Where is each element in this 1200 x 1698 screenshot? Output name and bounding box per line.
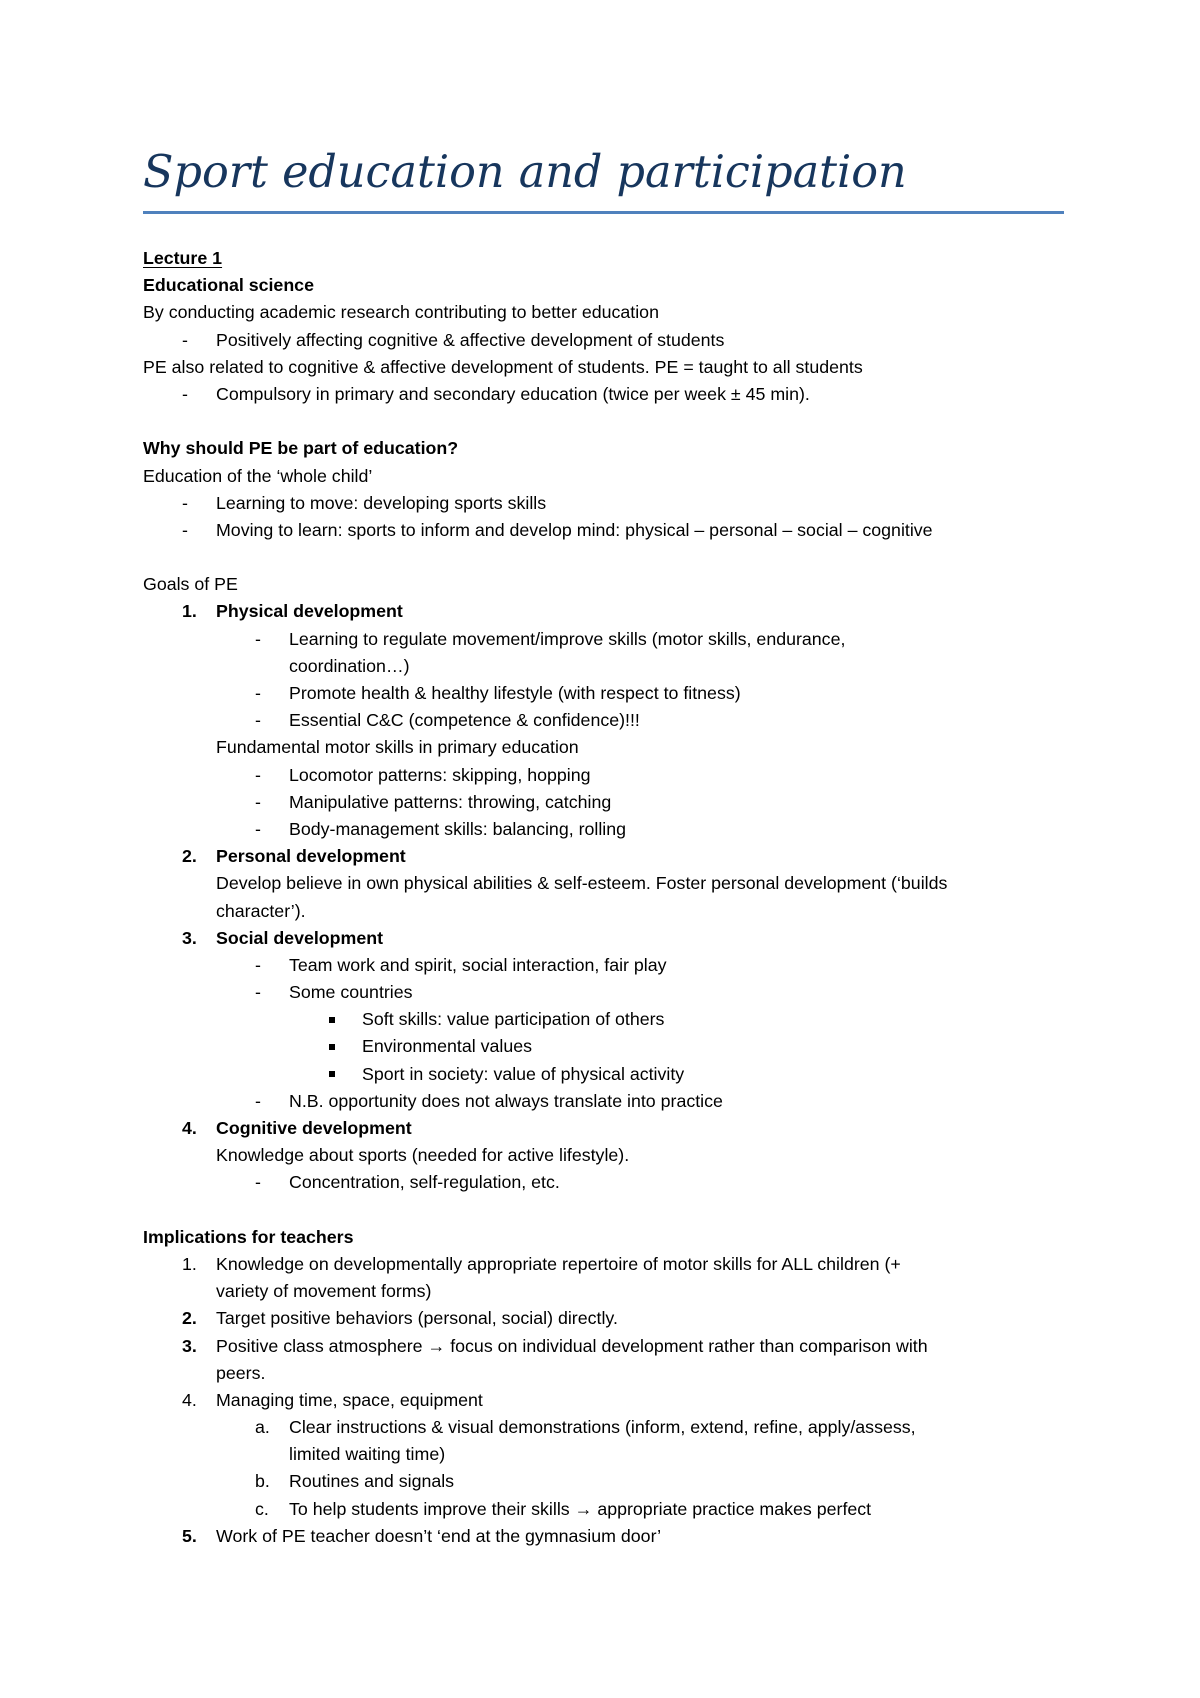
dash-marker: - <box>255 818 261 839</box>
text-line <box>0 272 1200 299</box>
line-text: Some countries <box>289 982 413 1003</box>
text-line <box>0 1441 1200 1468</box>
line-text: Essential C&C (competence & confidence)!!! <box>289 710 640 731</box>
text-line <box>0 898 1200 925</box>
square-bullet-item <box>0 1061 1200 1088</box>
line-text: Sport in society: value of physical activity <box>362 1063 685 1084</box>
text-line <box>0 463 1200 490</box>
blank-line <box>0 544 1200 571</box>
line-text: Work of PE teacher doesn’t ‘end at the gymnasium door’ <box>216 1525 662 1546</box>
line-text: N.B. opportunity does not always translate into practice <box>289 1090 723 1111</box>
line-text: limited waiting time) <box>289 1444 446 1465</box>
line-text: Develop believe in own physical abilities & self-esteem. Foster personal development (‘builds <box>216 873 948 894</box>
line-text: Positive class atmosphere → focus on individual development rather than comparison with <box>216 1335 928 1356</box>
dash-marker: - <box>255 791 261 812</box>
text-line <box>0 571 1200 598</box>
line-text: By conducting academic research contributing to better education <box>143 302 659 323</box>
document-body <box>0 245 1200 1550</box>
line-text: Learning to move: developing sports skills <box>216 492 547 513</box>
dash-marker: - <box>182 519 188 540</box>
line-text: Clear instructions & visual demonstrations (inform, extend, refine, apply/assess, <box>289 1417 916 1438</box>
line-text: Social development <box>216 927 383 948</box>
list-number: 5. <box>182 1525 197 1546</box>
list-number: 2. <box>182 1308 197 1329</box>
numbered-item <box>0 1468 1200 1495</box>
numbered-item <box>0 1333 1200 1360</box>
dash-marker: - <box>255 764 261 785</box>
line-text: Compulsory in primary and secondary education (twice per week ± 45 min). <box>216 383 810 404</box>
blank-line <box>0 408 1200 435</box>
dash-marker: - <box>255 683 261 703</box>
line-text: Positively affecting cognitive & affective development of students <box>216 329 725 350</box>
numbered-item <box>0 1414 1200 1441</box>
text-line <box>0 1224 1200 1251</box>
numbered-item <box>0 1251 1200 1278</box>
square-bullet-item <box>0 1033 1200 1060</box>
text-line <box>0 354 1200 381</box>
line-text: Managing time, space, equipment <box>216 1389 483 1410</box>
list-number: 2. <box>182 846 197 867</box>
line-text: Moving to learn: sports to inform and develop mind: physical – personal – social – cognitive <box>216 519 933 540</box>
dash-marker: - <box>182 492 188 513</box>
dash-marker: - <box>255 1090 261 1111</box>
line-text: peers. <box>216 1362 266 1383</box>
list-number: 3. <box>182 1335 197 1356</box>
line-text: Cognitive development <box>216 1118 412 1138</box>
list-number: 1. <box>182 601 197 622</box>
line-text: Fundamental motor skills in primary education <box>216 737 579 758</box>
text-line <box>0 245 1200 272</box>
dash-marker: - <box>255 628 261 649</box>
line-text: Educational science <box>143 275 314 296</box>
bullet-item <box>0 517 1200 544</box>
numbered-item <box>0 1523 1200 1550</box>
bullet-item <box>0 952 1200 979</box>
line-text: Knowledge on developmentally appropriate repertoire of motor skills for ALL children (+ <box>216 1253 901 1274</box>
line-text: Knowledge about sports (needed for active lifestyle). <box>216 1145 630 1166</box>
square-bullet-icon <box>329 1061 335 1088</box>
numbered-item <box>0 598 1200 625</box>
line-text: Body-management skills: balancing, rolling <box>289 818 627 839</box>
text-line <box>0 653 1200 680</box>
dash-marker: - <box>255 710 261 731</box>
line-text: PE also related to cognitive & affective development of students. PE = taught to all students <box>143 356 863 377</box>
line-text: Soft skills: value participation of others <box>362 1009 665 1030</box>
text-line <box>0 734 1200 761</box>
dash-marker: - <box>255 954 261 975</box>
text-line <box>0 1142 1200 1169</box>
line-text: Environmental values <box>362 1036 532 1057</box>
line-text: Locomotor patterns: skipping, hopping <box>289 764 591 785</box>
bullet-item <box>0 327 1200 354</box>
square-bullet-icon <box>329 1006 335 1033</box>
bullet-item <box>0 1088 1200 1115</box>
text-line <box>0 435 1200 462</box>
bullet-item <box>0 381 1200 408</box>
bullet-item <box>0 789 1200 816</box>
line-text: Learning to regulate movement/improve skills (motor skills, endurance, <box>289 628 846 649</box>
line-text: Routines and signals <box>289 1471 455 1492</box>
square-bullet-item <box>0 1006 1200 1033</box>
numbered-item <box>0 1496 1200 1523</box>
line-text: Concentration, self-regulation, etc. <box>289 1172 560 1193</box>
bullet-item <box>0 1169 1200 1196</box>
numbered-item <box>0 1387 1200 1414</box>
line-text: Goals of PE <box>143 574 238 595</box>
list-number: 3. <box>182 927 197 948</box>
line-text: coordination…) <box>289 655 410 676</box>
bullet-item <box>0 626 1200 653</box>
numbered-item <box>0 843 1200 870</box>
dash-marker: - <box>255 982 261 1003</box>
bullet-item <box>0 707 1200 734</box>
document-title: Sport education and participation <box>143 147 907 198</box>
text-line <box>0 1360 1200 1387</box>
list-number: c. <box>255 1498 269 1519</box>
numbered-item <box>0 1305 1200 1332</box>
list-number: b. <box>255 1471 270 1492</box>
bullet-item <box>0 490 1200 517</box>
blank-line <box>0 1197 1200 1224</box>
text-line <box>0 299 1200 326</box>
line-text: Education of the ‘whole child’ <box>143 465 373 486</box>
list-number: 1. <box>182 1253 197 1274</box>
line-text: To help students improve their skills → appropriate practice makes perfect <box>289 1498 872 1519</box>
bullet-item <box>0 762 1200 789</box>
dash-marker: - <box>255 1172 261 1193</box>
line-text: Team work and spirit, social interaction, fair play <box>289 954 667 975</box>
list-number: 4. <box>182 1118 197 1138</box>
dash-marker: - <box>182 383 188 404</box>
line-text: Target positive behaviors (personal, social) directly. <box>216 1308 618 1329</box>
bullet-item <box>0 979 1200 1006</box>
dash-marker: - <box>182 329 188 350</box>
line-text: Physical development <box>216 601 403 622</box>
line-text: Lecture 1 <box>143 248 223 268</box>
list-number: 4. <box>182 1389 197 1410</box>
bullet-item <box>0 680 1200 707</box>
line-text: Personal development <box>216 846 406 867</box>
line-text: Promote health & healthy lifestyle (with respect to fitness) <box>289 683 741 703</box>
line-text: character’). <box>216 900 306 921</box>
text-line <box>0 870 1200 897</box>
text-line <box>0 1278 1200 1305</box>
square-bullet-icon <box>329 1033 335 1060</box>
line-text: Manipulative patterns: throwing, catching <box>289 791 612 812</box>
line-text: Implications for teachers <box>143 1226 354 1247</box>
bullet-item <box>0 816 1200 843</box>
list-number: a. <box>255 1417 270 1438</box>
numbered-item <box>0 925 1200 952</box>
title-underline-rule <box>143 211 1064 214</box>
line-text: Why should PE be part of education? <box>143 438 459 459</box>
line-text: variety of movement forms) <box>216 1281 432 1302</box>
numbered-item <box>0 1115 1200 1142</box>
